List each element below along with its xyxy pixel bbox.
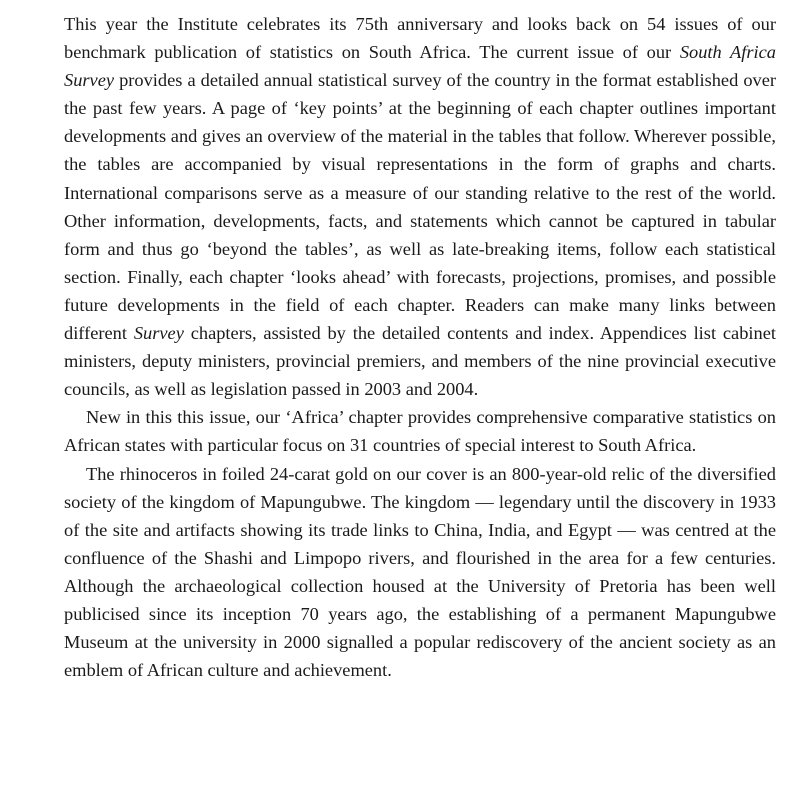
rhinoceros-text: The rhinoceros in foiled 24-carat gold on our cover is an 800-year-old relic of the diversified society of the kingdom of Mapungubwe. The kingdom — legendary until the discovery in 1933 of the site and artifacts showing its trade links to China, India, and Egypt — was centred at the confluence of the Shashi and Limpopo rivers, and flourished in the area for a few centuries. Although the archaeological collection housed at the University of Pretoria has been well publicised since its inception 70 years ago, the establishing of a permanent Mapungubwe Museum at the university in 2000 signalled a popular rediscovery of the ancient society as an emblem of African culture and achievement. [64, 463, 776, 681]
paragraph-africa [64, 403, 776, 459]
intro-text-1: This year the Institute celebrates its 75th anniversary and looks back on 54 issues of our benchmark publication of statistics on South Africa. The current issue of our [64, 14, 776, 63]
africa-text: New in this this issue, our ‘Africa’ chapter provides comprehensive comparative statistics on African states with particular focus on 31 countries of special interest to South Africa. [64, 407, 776, 456]
paragraph-intro [64, 10, 776, 403]
survey-word-italic: Survey [133, 323, 184, 344]
survey-title-italic: South Africa Survey [64, 42, 776, 91]
paragraph-rhinoceros [64, 460, 776, 685]
intro-text-3: chapters, assisted by the detailed contents and index. Appendices list cabinet ministers, deputy ministers, provincial premiers, and members of the nine provincial executive councils, as well as legislation passed in 2003 and 2004. [64, 323, 776, 400]
intro-text-2: provides a detailed annual statistical survey of the country in the format established over the past few years. A page of ‘key points’ at the beginning of each chapter outlines important developments and gives an overview of the material in the tables that follow. Wherever possible, the tables are accompanied by visual representations in the form of graphs and charts. International comparisons serve as a measure of our standing relative to the rest of the world. Other information, developments, facts, and statements which cannot be captured in tabular form and thus go ‘beyond the tables’, as well as late-breaking items, follow each statistical section. Finally, each chapter ‘looks ahead’ with forecasts, projections, promises, and possible future developments in the field of each chapter. Readers can make many links between different [64, 70, 776, 344]
document-page [64, 10, 776, 684]
